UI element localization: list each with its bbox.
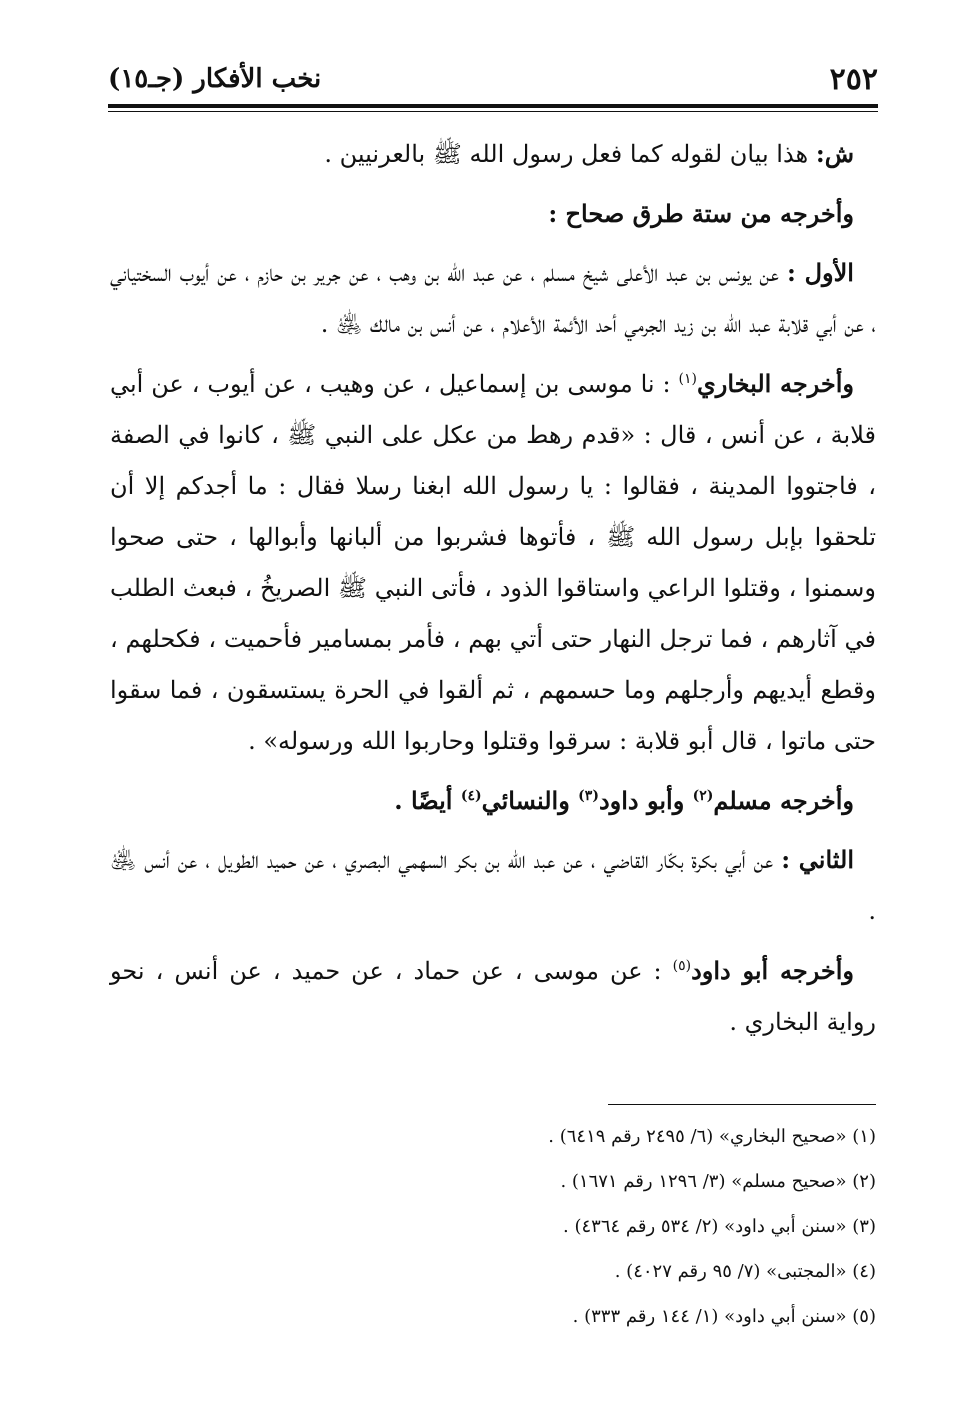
footnote-ref: (٣) [578,788,599,804]
footnote: (٣) «سنن أبي داود» (٢/ ٥٣٤ رقم ٤٣٦٤) . [563,1216,876,1237]
paragraph-text: عن أبي بكرة بكّار القاضي ، عن عبد الله بن بكر السهمي البصري ، عن حميد الطويل ، عن أنس ﵁ . [110,846,876,925]
running-title: نخب الأفكار (جـ١٥) [108,64,322,94]
footnote: (١) «صحيح البخاري» (٦/ ٢٤٩٥ رقم ٦٤١٩) . [548,1126,876,1147]
paragraph-also-narrated [110,775,876,826]
paragraph-segment: والنسائي [481,786,579,815]
footnotes [376,1114,876,1339]
paragraph-lead: وأخرجه البخاري [696,369,855,398]
header-rule-thin [108,111,878,112]
paragraph-lead: الثاني : [781,845,854,874]
paragraph-bukhari-narration [110,358,876,767]
paragraph-segment: وأبو داود [598,786,693,815]
paragraph-commentary [110,128,876,180]
footnote-ref: (١) [678,371,697,387]
page-header [108,58,878,102]
paragraph-lead: وأخرجه أبو داود [691,956,854,985]
footnote: (٢) «صحيح مسلم» (٣/ ١٢٩٦ رقم ١٦٧١) . [560,1171,876,1192]
footnote: (٤) «المجتبى» (٧/ ٩٥ رقم ٤٠٢٧) . [614,1261,876,1282]
footnote-separator [608,1104,876,1105]
paragraph-text: عن يونس بن عبد الأعلى شيخ مسلم ، عن عبد الله بن وهب ، عن جرير بن حازم ، عن أيوب السختياني ، عن أبي قلابة عبد الله بن زيد الجرمي أحد الأئمة الأعلام ، عن أنس بن مالك ﵁ . [110,259,876,338]
footnote-ref: (٢) [692,788,714,804]
paragraph-segment: وأخرجه مسلم [713,786,854,815]
paragraph-lead: الأول : [786,258,854,287]
paragraph-second-route [110,834,876,937]
paragraph-lead: ش: [815,139,854,168]
footnote-ref: (٥) [672,958,692,974]
footnote-ref: (٤) [460,788,482,804]
paragraph-first-route [110,247,876,350]
footnote: (٥) «سنن أبي داود» (١/ ١٤٤ رقم ٣٣٣) . [572,1306,876,1327]
paragraph-abu-dawud [110,945,876,1048]
paragraph-segment: أيضًا . [394,786,461,815]
paragraph-text: : نا موسى بن إسماعيل ، عن وهيب ، عن أيوب ، عن أبي قلابة ، عن أنس ، قال : «قدم رهط من عكل على النبي ﷺ ، كانوا في الصفة ، فاجتووا المدينة ، فقالوا : يا رسول الله ابغنا رسلا فقال : ما أجدكم إلا أن تلحقوا بإبل رسول الله ﷺ ، فأتوها فشربوا من ألبانها وأبوالها ، حتى صحوا وسمنوا ، وقتلوا الراعي واستاقوا الذود ، فأتى النبي ﷺ الصريخُ ، فبعث الطلب في آثارهم ، فما ترجل النهار حتى أتي بهم ، فأمر بمسامير فأحميت ، فكحلهم ، وقطع أيديهم وأرجلهم وما حسمهم ، ثم ألقوا في الحرة يستسقون ، فما سقوا حتى ماتوا ، قال أبو قلابة : سرقوا وقتلوا وحاربوا الله ورسوله» . [110,370,876,755]
paragraph-text: : عن موسى ، عن حماد ، عن حميد ، عن أنس ، نحو رواية البخاري . [110,957,876,1036]
page-number: ٢٥٢ [829,62,878,97]
paragraph-text: هذا بيان لقوله كما فعل رسول الله ﷺ بالعرنيين . [324,140,816,168]
section-heading: وأخرجه من ستة طرق صحاح : [548,199,854,228]
header-rule-thick [108,104,878,108]
main-text [110,128,876,1056]
